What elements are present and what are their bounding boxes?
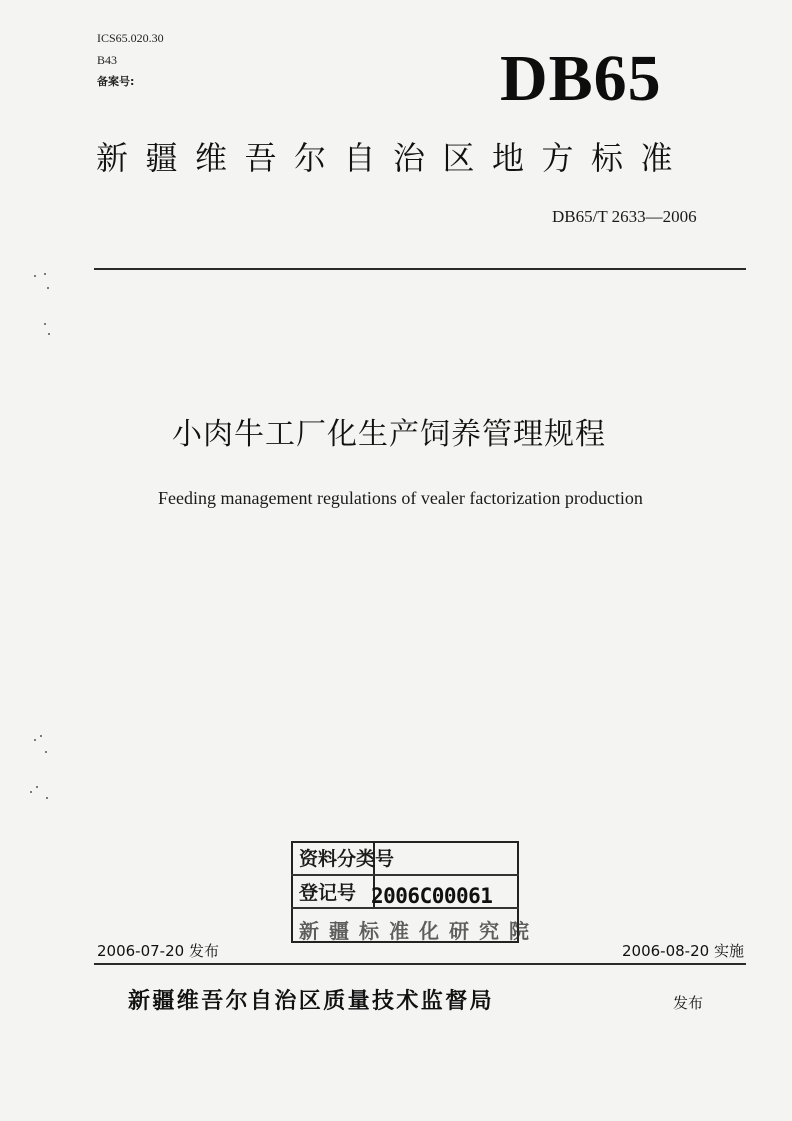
classification-code: B43	[97, 53, 118, 67]
publisher-suffix: 发布	[673, 994, 704, 1012]
scan-speck	[44, 273, 46, 275]
scan-speck	[48, 333, 50, 335]
publisher-name: 新疆维吾尔自治区质量技术监督局	[128, 989, 495, 1014]
stamp-organization: 新疆标准化研究院	[299, 919, 539, 943]
stamp-row-divider	[291, 874, 519, 876]
record-number-label: 备案号:	[97, 75, 135, 88]
stamp-category-label: 资料分类号	[299, 848, 395, 870]
scan-speck	[40, 735, 42, 737]
document-title-english: Feeding management regulations of vealer factorization production	[158, 488, 643, 508]
top-divider	[94, 268, 746, 270]
ics-code: ICS65.020.30	[97, 31, 164, 45]
stamp-register-number: 2006C00061	[371, 884, 493, 908]
standard-number: DB65/T 2633—2006	[552, 207, 697, 226]
scan-speck	[45, 751, 47, 753]
standard-type-heading: 新疆维吾尔自治区地方标准	[96, 139, 691, 177]
scan-speck	[36, 786, 38, 788]
implementation-date: 2006-08-20 实施	[622, 942, 744, 960]
bottom-divider	[94, 963, 746, 965]
scan-speck	[47, 287, 49, 289]
scan-speck	[30, 791, 32, 793]
scan-speck	[34, 275, 36, 277]
scan-speck	[34, 739, 36, 741]
issue-date: 2006-07-20 发布	[97, 942, 219, 960]
scan-speck	[46, 797, 48, 799]
stamp-register-label: 登记号	[299, 882, 357, 904]
scan-speck	[44, 323, 46, 325]
document-title-chinese: 小肉牛工厂化生产饲养管理规程	[172, 417, 606, 452]
registration-stamp	[285, 841, 539, 949]
standard-logo: DB65	[500, 42, 662, 115]
